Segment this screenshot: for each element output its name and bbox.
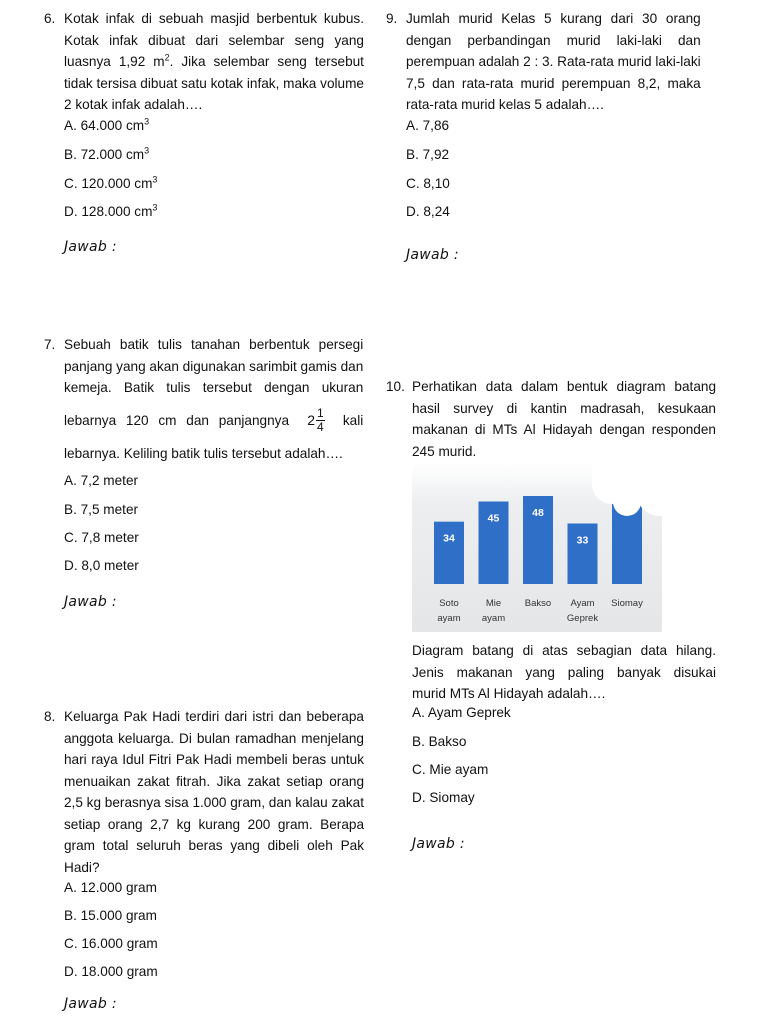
answer-label: Jawab : [406, 247, 459, 263]
superscript: 2 [164, 52, 170, 63]
text-line: 2,5 kg berasnya sisa 1.000 gram, dan kalau zakat [64, 795, 364, 810]
text-line [64, 51, 364, 73]
text-line: Keluarga Pak Hadi terdiri dari istri dan beberapa [64, 709, 364, 724]
text-line: setiap orang 2,7 kg kurang 200 gram. Berapa [64, 816, 364, 832]
question-6 [44, 8, 372, 116]
text-line: anggota keluarga. Di bulan ramadhan menjelang [64, 730, 364, 746]
question-number: 10. [386, 379, 405, 394]
fraction-numerator: 1 [317, 406, 324, 420]
question-10 [386, 376, 716, 462]
question-text [412, 376, 716, 462]
option-a[interactable]: A. 7,86 [406, 118, 450, 133]
option-c[interactable]: C. 16.000 gram [64, 936, 158, 951]
text-line: Diagram batang di atas sebagian data hilang. [412, 643, 716, 658]
bar-3 [568, 524, 598, 585]
category-label: Soto [439, 598, 459, 609]
option-d[interactable]: D. 128.000 $cm^3$ [64, 202, 158, 219]
option-a[interactable]: A. 12.000 gram [64, 880, 157, 895]
answer-label: Jawab : [64, 239, 117, 255]
text-line: panjang yang akan digunakan sarimbit gamis dan [64, 358, 364, 374]
option-c[interactable]: C. 8,10 [406, 176, 450, 191]
question-8 [44, 706, 372, 878]
option-c[interactable]: C. 120.000 $cm^3$ [64, 174, 158, 191]
text-fragment: luasnya 1,92 m [64, 54, 165, 69]
category-label: Geprek [566, 613, 599, 624]
text-line: Perhatikan data dalam bentuk diagram batang [412, 379, 716, 394]
category-label: ayam [481, 613, 506, 624]
text-line: rata-rata murid kelas 5 adalah…. [406, 97, 604, 112]
answer-label: Jawab : [64, 996, 117, 1012]
category-label: Siomay [611, 598, 643, 609]
text-line: murid MTs Al Hidayah adalah…. [412, 686, 606, 701]
fraction-denominator: 4 [317, 420, 324, 434]
text-line: hari raya Idul Fitri Pak Hadi membeli beras untuk [64, 752, 364, 767]
answer-label: Jawab : [412, 836, 465, 852]
text-line: menuaikan zakat fitrah. Jika zakat setiap orang [64, 773, 364, 789]
text-line: 2 kotak infak adalah…. [64, 97, 203, 112]
option-a[interactable]: A. 7,2 meter [64, 473, 139, 488]
fraction-whole: 2 [307, 411, 315, 428]
answer-label: Jawab : [64, 594, 117, 610]
category-label: Bakso [524, 598, 552, 609]
mixed-fraction [307, 407, 324, 434]
option-b[interactable]: B. 7,5 meter [64, 502, 139, 517]
text-line: gram total seluruh beras yang dibeli oleh Pak [64, 838, 364, 853]
question-text [64, 8, 364, 116]
bar-0 [434, 522, 464, 584]
option-c[interactable]: C. 7,8 meter [64, 530, 139, 545]
text-line: hasil survey di kantin madrasah, kesukaan [412, 400, 716, 416]
question-text [406, 8, 701, 116]
bar-value-label: 33 [576, 534, 589, 547]
option-c[interactable]: C. Mie ayam [412, 762, 489, 777]
text-line: kemeja. Batik tulis tersebut dengan ukuran [64, 380, 364, 395]
bar-value-label: 45 [487, 512, 500, 525]
bar-value-label: 34 [443, 532, 455, 545]
question-number: 6. [44, 11, 56, 26]
text-line: tidak tersisa dibuat satu kotak infak, maka volume [64, 75, 364, 91]
question-number: 7. [44, 337, 56, 352]
category-label: Ayam [570, 598, 595, 609]
question-number: 8. [44, 709, 56, 724]
option-a[interactable]: A. Ayam Geprek [412, 705, 511, 720]
text-line: 7,5 dan rata-rata murid perempuan 8,2, maka [406, 75, 701, 91]
text-line: Sebuah batik tulis tanahan berbentuk persegi [64, 337, 364, 352]
bar-chart [412, 462, 662, 632]
text-line: Jumlah murid Kelas 5 kurang dari 30 orang [406, 11, 701, 26]
option-a[interactable]: A. 64.000 $cm^3$ [64, 116, 150, 133]
option-d[interactable]: D. 18.000 gram [64, 964, 158, 979]
option-b[interactable]: B. Bakso [412, 734, 467, 749]
question-text [64, 334, 363, 464]
text-fragment: lebarnya 120 cm dan panjangnya [64, 412, 290, 428]
text-line: makanan di MTs Al Hidayah dengan responden [412, 422, 716, 437]
option-d[interactable]: D. Siomay [412, 790, 475, 805]
option-b[interactable]: B. 72.000 $cm^3$ [64, 145, 150, 162]
question-7 [44, 334, 372, 464]
question-text [64, 706, 364, 878]
text-line: dengan perbandingan murid laki-laki dan [406, 32, 701, 48]
text-fragment: . Jika selembar seng tersebut [169, 54, 364, 69]
question-10-followup [412, 640, 716, 705]
text-line: Kotak infak dibuat dari selembar seng yang [64, 32, 364, 48]
text-line: 245 murid. [412, 443, 477, 459]
option-d[interactable]: D. 8,0 meter [64, 558, 139, 573]
text-line: perempuan adalah 2 : 3. Rata-rata murid laki-laki [406, 54, 701, 69]
option-b[interactable]: B. 7,92 [406, 147, 450, 162]
category-label: Mie [485, 598, 502, 609]
category-label: ayam [437, 613, 461, 624]
option-d[interactable]: D. 8,24 [406, 204, 450, 219]
text-line: Hadi? [64, 859, 100, 875]
text-line: Jenis makanan yang paling banyak disukai [412, 664, 716, 680]
text-line: lebarnya. Keliling batik tulis tersebut adalah…. [64, 445, 343, 461]
text-line: Kotak infak di sebuah masjid berbentuk kubus. [64, 11, 364, 26]
option-b[interactable]: B. 15.000 gram [64, 908, 157, 923]
text-line [64, 399, 363, 443]
bar-value-label: 48 [532, 507, 544, 519]
question-number: 9. [386, 11, 398, 26]
question-9 [386, 8, 716, 116]
text-fragment: kali [342, 412, 364, 428]
